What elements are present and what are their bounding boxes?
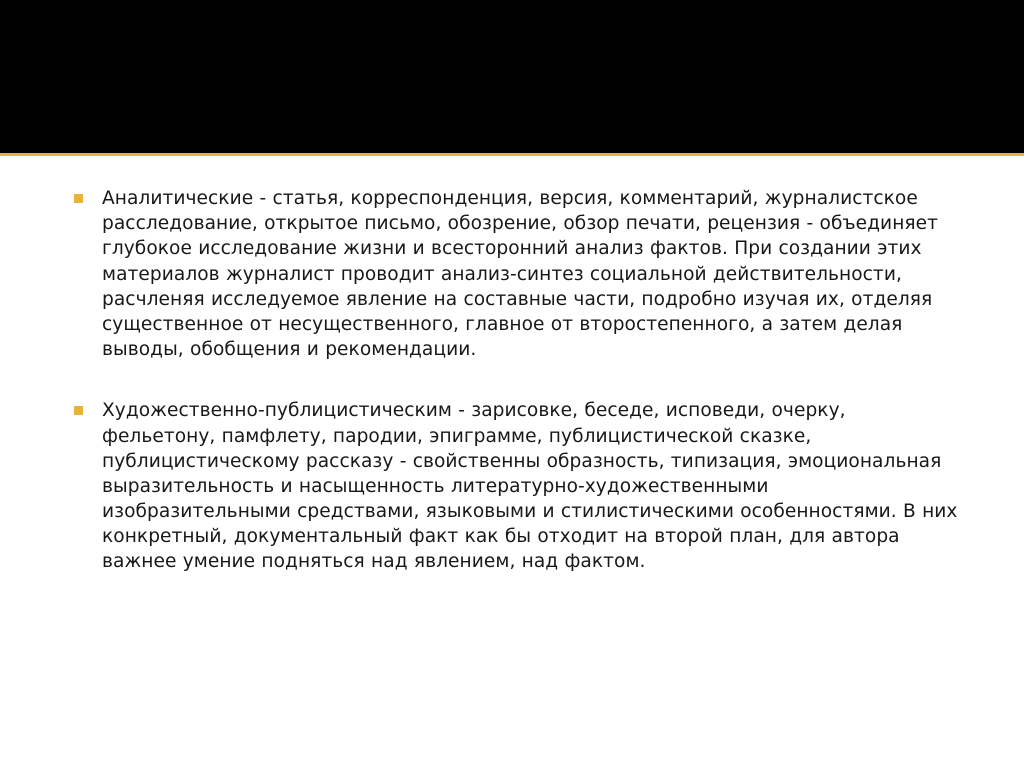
- bullet-text: Аналитические - статья, корреспонденция, версия, комментарий, журналистское расследование, открытое письмо, обозрение, обзор печати, рецензия - объединяет глубокое исследование жизни и всесторонний анализ фактов. При создании этих материалов журналист проводит анализ-синтез социальной действительности, расчленяя исследуемое явление на составные части, подробно изучая их, отделяя существенное от несущественного, главное от второстепенного, а затем делая выводы, обобщения и рекомендации.: [102, 188, 939, 361]
- square-bullet-icon: [74, 406, 83, 415]
- list-item: [64, 398, 960, 574]
- slide-title: [60, 20, 960, 130]
- bullet-list: [64, 186, 960, 575]
- square-bullet-icon: [74, 194, 83, 203]
- accent-divider: [0, 153, 1024, 156]
- list-item: [64, 186, 960, 362]
- slide-content: [0, 186, 1024, 611]
- bullet-text: Художественно-публицистическим - зарисовке, беседе, исповеди, очерку, фельетону, памфлету, пародии, эпиграмме, публицистической сказке, публицистическому рассказу - свойственны образность, типизация, эмоциональная выразительность и насыщенность литературно-художественными изобразительными средствами, языковыми и стилистическими особенностями. В них конкретный, документальный факт как бы отходит на второй план, для автора важнее умение подняться над явлением, над фактом.: [102, 400, 958, 573]
